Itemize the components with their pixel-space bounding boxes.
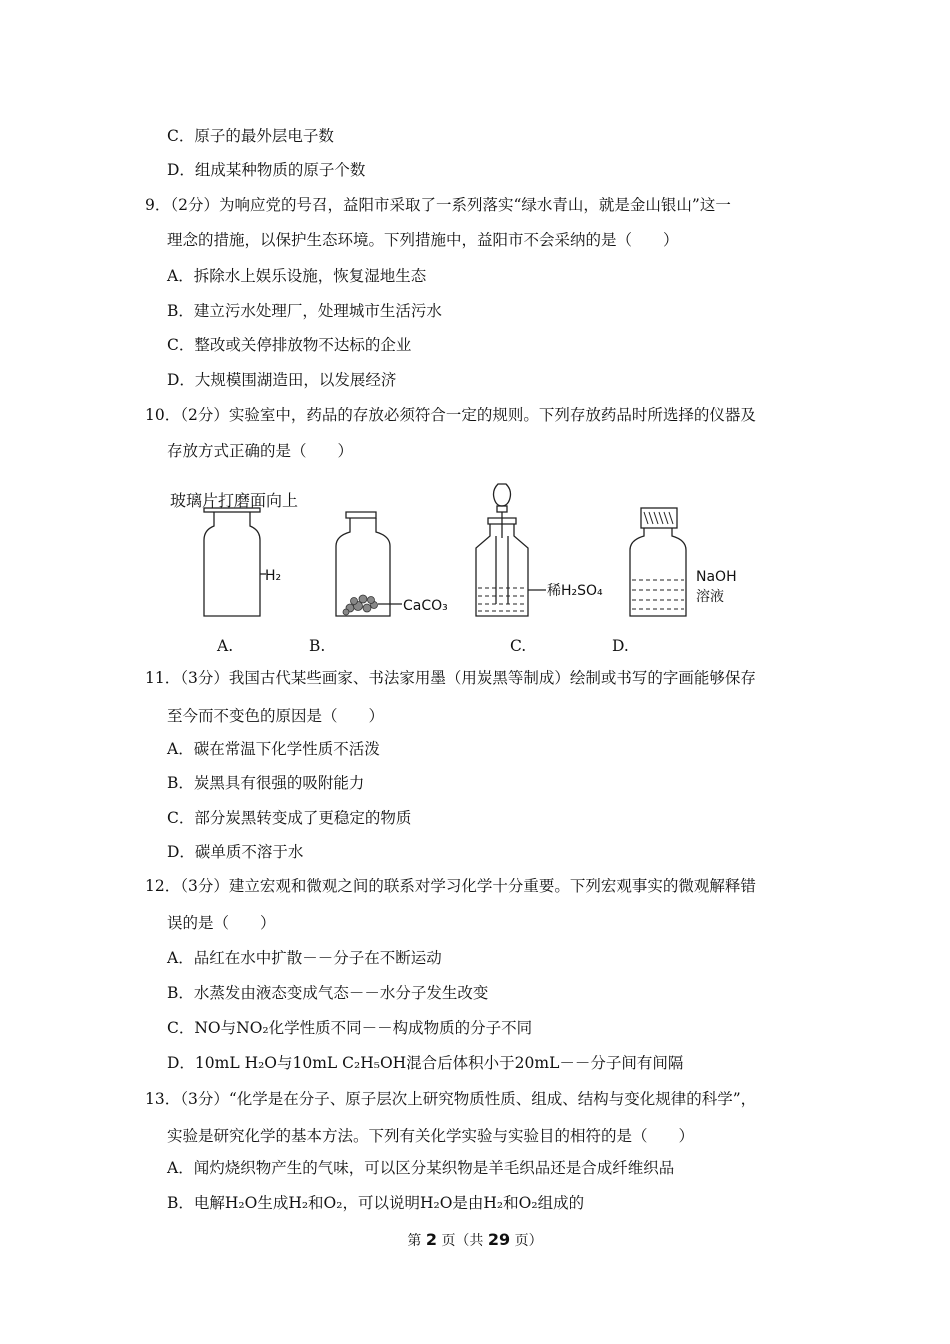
footer-middle: 页（共 (441, 1233, 484, 1249)
dropper-bulb (494, 484, 511, 506)
label-h2: H₂ (265, 568, 282, 584)
q13-option-a: A．闻灼烧织物产生的气味，可以区分某织物是羊毛织品还是合成纤维织品 (167, 1159, 675, 1177)
q12-option-b: B．水蒸发由液态变成气态－－水分子发生改变 (167, 984, 489, 1002)
footer-suffix: 页） (514, 1233, 543, 1249)
q10-stem-line1: 10．（2分）实验室中，药品的存放必须符合一定的规则。下列存放药品时所选择的仪器及 (145, 406, 756, 424)
label-naoh-1: NaOH (696, 569, 737, 585)
q9-stem-line2: 理念的措施，以保护生态环境。下列措施中，益阳市不会采纳的是（ ） (167, 231, 679, 249)
q11-option-d: D．碳单质不溶于水 (167, 843, 304, 861)
q12-option-a: A．品红在水中扩散－－分子在不断运动 (167, 949, 442, 967)
bottle-b-stopper (346, 512, 376, 518)
page-footer (0, 1230, 950, 1251)
q11-option-c: C．部分炭黑转变成了更稳定的物质 (167, 809, 412, 827)
q9-option-a: A．拆除水上娱乐设施，恢复湿地生态 (167, 267, 427, 285)
q10-figure (160, 478, 800, 658)
q11-option-a: A．碳在常温下化学性质不活泼 (167, 740, 380, 758)
fig-option-d: D. (612, 637, 629, 655)
q13-stem-line2: 实验是研究化学的基本方法。下列有关化学实验与实验目的相符的是（ ） (167, 1127, 695, 1145)
q9-option-c: C．整改或关停排放物不达标的企业 (167, 336, 412, 354)
q12-stem-line2: 误的是（ ） (167, 914, 276, 932)
q12-option-d: D．10mL H₂O与10mL C₂H₅OH混合后体积小于20mL－－分子间有间隔 (167, 1054, 684, 1072)
q11-option-b: B．炭黑具有很强的吸附能力 (167, 774, 365, 792)
label-caco3: CaCO₃ (403, 598, 448, 614)
fig-option-c: C. (510, 637, 527, 655)
bottle-a (204, 512, 260, 616)
q12-option-c: C．NO与NO₂化学性质不同－－构成物质的分子不同 (167, 1019, 533, 1037)
fig-option-b: B. (309, 637, 326, 655)
label-h2so4: 稀H₂SO₄ (547, 583, 603, 599)
footer-page-number: 2 (425, 1230, 437, 1249)
q9-stem-line1: 9．（2分）为响应党的号召，益阳市采取了一系列落实“绿水青山，就是金山银山”这一 (145, 196, 731, 214)
q8-option-d: D．组成某种物质的原子个数 (167, 161, 366, 179)
q9-option-d: D．大规模围湖造田，以发展经济 (167, 371, 397, 389)
label-naoh-2: 溶液 (696, 589, 724, 605)
q11-stem-line1: 11．（3分）我国古代某些画家、书法家用墨（用炭黑等制成）绘制或书写的字画能够保存 (145, 669, 756, 687)
q9-option-b: B．建立污水处理厂，处理城市生活污水 (167, 302, 442, 320)
bottle-d (630, 528, 686, 616)
caption-glass-plate: 玻璃片打磨面向上 (170, 491, 299, 510)
caco3-chips (343, 595, 378, 615)
q13-stem-line1: 13．（3分）“化学是在分子、原子层次上研究物质性质、组成、结构与变化规律的科学”， (145, 1090, 757, 1108)
footer-prefix: 第 (407, 1233, 422, 1249)
q8-option-c: C．原子的最外层电子数 (167, 127, 334, 145)
q12-stem-line1: 12．（3分）建立宏观和微观之间的联系对学习化学十分重要。下列宏观事实的微观解释错 (145, 877, 756, 895)
q10-stem-line2: 存放方式正确的是（ ） (167, 442, 354, 460)
q11-stem-line2: 至今而不变色的原因是（ ） (167, 707, 385, 725)
fig-option-a: A. (217, 637, 234, 655)
q13-option-b: B．电解H₂O生成H₂和O₂，可以说明H₂O是由H₂和O₂组成的 (167, 1194, 585, 1212)
footer-total-pages: 29 (487, 1230, 511, 1249)
